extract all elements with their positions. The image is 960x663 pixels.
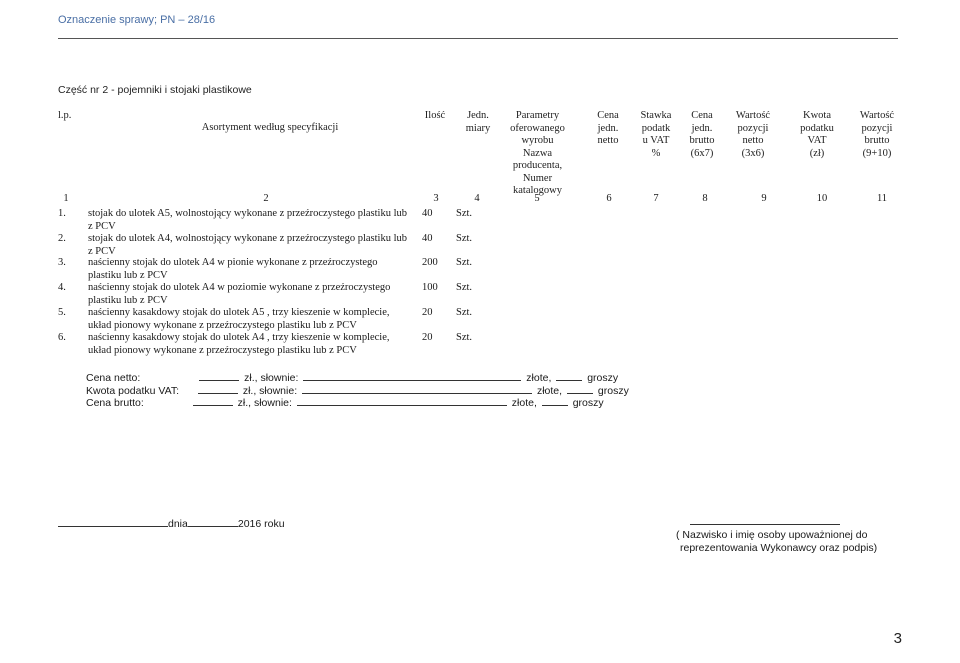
header-params xyxy=(500,110,575,198)
net-groszy-blank[interactable] xyxy=(556,370,582,381)
row-description-line: układ pionowy wykonane z przeźroczystego plastiku lub z PCV xyxy=(88,344,357,356)
header-params-line: Numer xyxy=(522,172,553,184)
page-number: 3 xyxy=(893,630,902,647)
row-description-line: plastiku lub z PCV xyxy=(88,269,168,281)
summary-vat-label: Kwota podatku VAT: xyxy=(86,385,179,397)
header-line: jedn. xyxy=(597,122,619,134)
row-qty: 100 xyxy=(422,282,438,293)
header-line: u VAT xyxy=(642,135,670,146)
header-params-line: wyrobu xyxy=(521,135,554,146)
header-params-line: producenta, xyxy=(512,160,563,171)
header-line: podatku xyxy=(800,122,834,134)
row-unit: Szt. xyxy=(456,332,473,343)
vat-groszy-blank[interactable] xyxy=(567,383,593,394)
header-line: (6x7) xyxy=(690,147,714,159)
header-line: VAT xyxy=(807,135,827,146)
header-line: Cena xyxy=(597,110,619,121)
header-assortment: Asortyment według specyfikacji xyxy=(201,122,339,133)
column-number: 5 xyxy=(534,193,540,204)
row-unit: Szt. xyxy=(456,307,473,318)
header-line: Wartość xyxy=(735,110,771,121)
header-line: Wartość xyxy=(859,110,895,121)
header-unit-price-net xyxy=(588,110,628,148)
vat-words-blank[interactable] xyxy=(302,383,532,394)
row-lp: 1. xyxy=(58,208,66,219)
column-number: 1 xyxy=(63,193,69,204)
row-lp: 3. xyxy=(58,257,66,268)
place-blank[interactable] xyxy=(58,516,168,527)
summary-net-label: Cena netto: xyxy=(86,372,141,384)
zl-words-label: zł., słownie: xyxy=(244,372,299,384)
row-unit: Szt. xyxy=(456,208,473,219)
row-lp: 2. xyxy=(58,233,66,244)
signature-caption-line: ( Nazwisko i imię osoby upoważnionej do xyxy=(676,529,868,541)
summary-gross-line xyxy=(86,395,604,409)
row-unit: Szt. xyxy=(456,282,473,293)
header-line: netto xyxy=(597,135,619,146)
row-lp: 4. xyxy=(58,282,66,293)
signature-caption xyxy=(676,529,877,555)
vat-amount-blank[interactable] xyxy=(198,383,238,394)
header-vat-amount xyxy=(794,110,840,160)
header-lp: l.p. xyxy=(58,110,72,121)
column-number: 10 xyxy=(816,193,828,204)
row-unit: Szt. xyxy=(456,257,473,268)
header-unit-line: Jedn. xyxy=(467,110,489,121)
row-description-line: naścienny stojak do ulotek A4 w poziomie wykonane z przeźroczystego xyxy=(88,282,391,293)
header-line: netto xyxy=(742,135,764,146)
row-description-line: z PCV xyxy=(88,220,116,232)
column-number: 7 xyxy=(653,193,659,204)
zlote-label: złote, xyxy=(536,385,563,397)
row-description xyxy=(88,307,418,332)
signature-line[interactable] xyxy=(690,524,840,525)
column-number: 8 xyxy=(702,193,708,204)
row-qty: 20 xyxy=(422,307,433,318)
header-divider xyxy=(58,38,898,39)
summary-gross-label: Cena brutto: xyxy=(86,397,144,409)
header-line: Kwota xyxy=(803,110,831,121)
zlote-label: złote, xyxy=(511,397,537,409)
net-words-blank[interactable] xyxy=(303,370,521,381)
zl-words-label: zł., słownie: xyxy=(242,385,298,397)
header-line: brutto xyxy=(864,135,890,146)
date-dnia-label: dnia xyxy=(168,518,188,530)
column-number: 4 xyxy=(474,193,480,204)
header-line: jedn. xyxy=(691,122,713,134)
document-reference: Oznaczenie sprawy; PN – 28/16 xyxy=(58,14,216,26)
header-qty: Ilość xyxy=(424,110,446,121)
header-unit xyxy=(458,110,498,135)
row-qty: 20 xyxy=(422,332,433,343)
header-line: Cena xyxy=(691,110,713,121)
row-qty: 40 xyxy=(422,233,433,244)
zl-words-label: zł., słownie: xyxy=(237,397,292,409)
header-vat-rate xyxy=(634,110,678,160)
column-number: 11 xyxy=(876,193,888,204)
row-description xyxy=(88,208,418,233)
header-line: podatk xyxy=(641,122,671,134)
row-description-line: plastiku lub z PCV xyxy=(88,294,168,306)
row-description-line: naścienny kasakdowy stojak do ulotek A4 , trzy kieszenie w komplecie, xyxy=(88,332,390,343)
header-line: Stawka xyxy=(640,110,672,121)
row-qty: 40 xyxy=(422,208,433,219)
header-line: (zł) xyxy=(809,147,825,159)
header-unit-line: miary xyxy=(465,122,491,134)
groszy-label: groszy xyxy=(597,385,629,397)
header-params-line: oferowanego xyxy=(510,122,565,134)
row-description-line: naścienny stojak do ulotek A4 w pionie wykonane z przeźroczystego xyxy=(88,257,378,268)
header-params-line: Nazwa xyxy=(522,147,553,159)
gross-amount-blank[interactable] xyxy=(193,395,233,406)
date-year-label: 2016 roku xyxy=(237,518,285,530)
row-lp: 5. xyxy=(58,307,66,318)
row-description-line: układ pionowy wykonane z przeźroczystego plastiku lub z PCV xyxy=(88,319,357,331)
header-line: (9+10) xyxy=(862,147,892,159)
row-description xyxy=(88,282,418,307)
header-net-value xyxy=(728,110,778,160)
part-title: Część nr 2 - pojemniki i stojaki plastikowe xyxy=(58,84,252,96)
row-description xyxy=(88,257,418,282)
row-description xyxy=(88,332,418,357)
net-amount-blank[interactable] xyxy=(199,370,239,381)
header-line: (3x6) xyxy=(741,147,765,159)
column-number: 2 xyxy=(263,193,269,204)
header-line: % xyxy=(651,147,661,159)
groszy-label: groszy xyxy=(572,397,604,409)
row-description-line: stojak do ulotek A5, wolnostojący wykonane z przeźroczystego plastiku lub xyxy=(88,208,408,219)
gross-words-blank[interactable] xyxy=(297,395,507,406)
groszy-label: groszy xyxy=(587,372,619,384)
header-line: pozycji xyxy=(737,122,769,134)
row-description xyxy=(88,233,418,258)
column-number: 9 xyxy=(761,193,767,204)
date-blank[interactable] xyxy=(188,516,238,527)
row-description-line: stojak do ulotek A4, wolnostojący wykonane z przeźroczystego plastiku lub xyxy=(88,233,408,244)
zlote-label: złote, xyxy=(526,372,552,384)
column-number: 6 xyxy=(606,193,612,204)
row-unit: Szt. xyxy=(456,233,473,244)
column-number: 3 xyxy=(433,193,439,204)
row-lp: 6. xyxy=(58,332,66,343)
header-line: pozycji xyxy=(861,122,893,134)
header-params-line: katalogowy xyxy=(513,185,562,196)
header-line: brutto xyxy=(689,135,715,146)
gross-groszy-blank[interactable] xyxy=(542,395,568,406)
header-unit-price-gross xyxy=(680,110,724,160)
header-params-line: Parametry xyxy=(515,110,560,121)
row-description-line: z PCV xyxy=(88,245,116,257)
row-description-line: naścienny kasakdowy stojak do ulotek A5 , trzy kieszenie w komplecie, xyxy=(88,307,390,318)
summary-net-line xyxy=(86,370,618,384)
signature-caption-line: reprezentowania Wykonawcy oraz podpis) xyxy=(680,542,878,554)
header-gross-value xyxy=(852,110,902,160)
date-line xyxy=(58,516,285,530)
row-qty: 200 xyxy=(422,257,438,268)
